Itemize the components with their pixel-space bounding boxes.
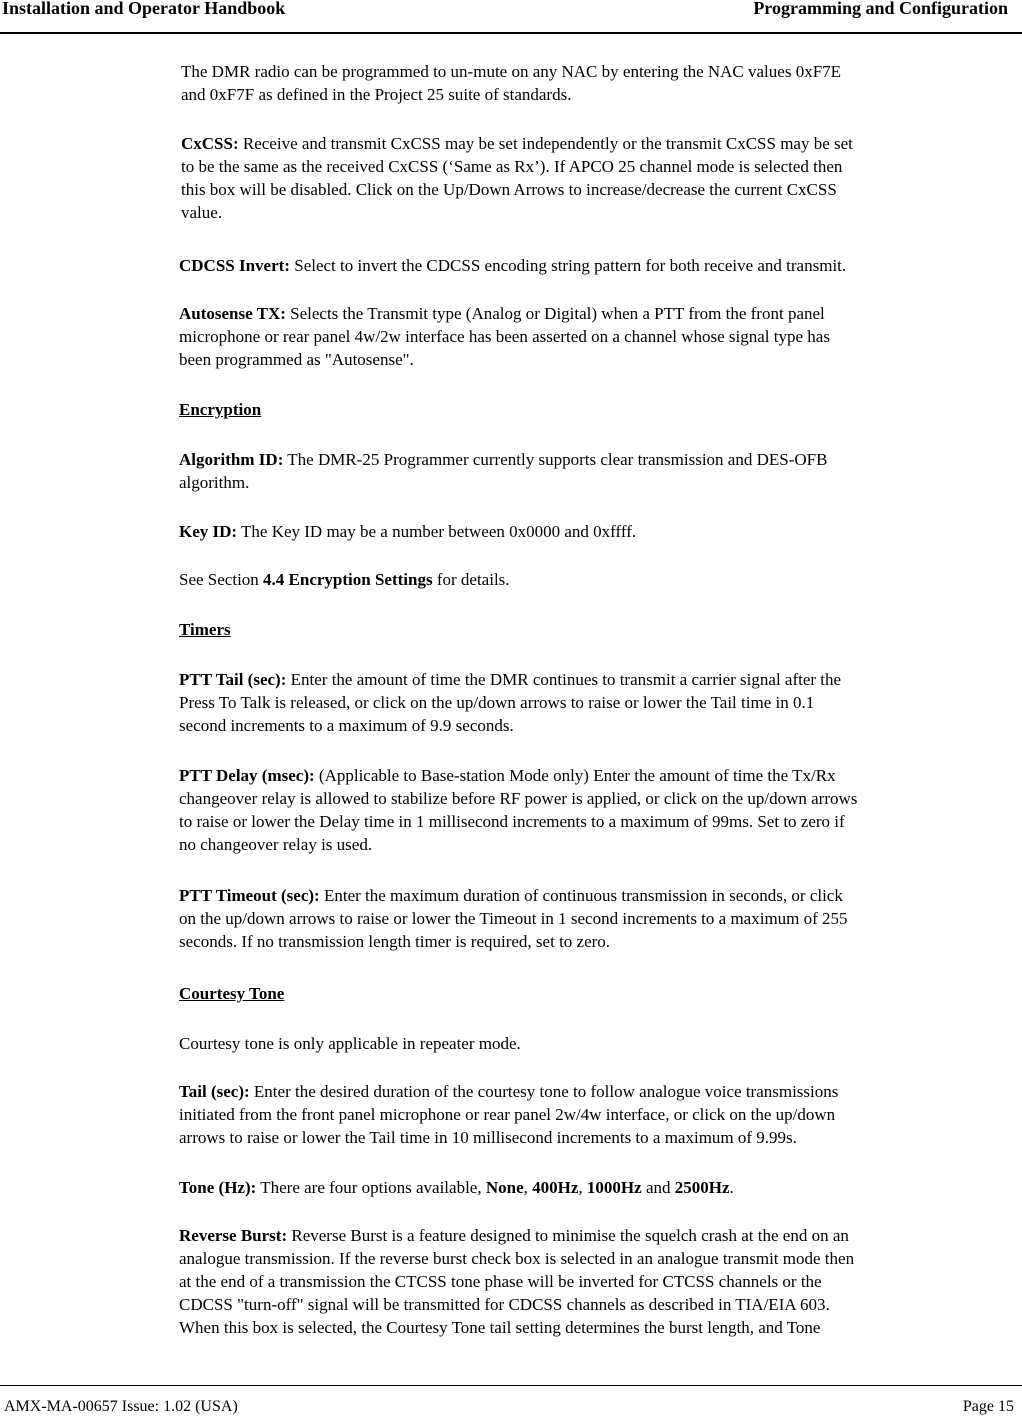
text-line	[179, 884, 848, 907]
text-line: CDCSS "turn-off" signal will be transmitted for CDCSS channels as described in TIA/EIA 603.	[179, 1295, 830, 1314]
text-line: to raise or lower the Delay time in 1 millisecond increments to a maximum of 99ms. Set to zero if	[179, 812, 845, 831]
term-text: Enter the desired duration of the courtesy tone to follow analogue voice transmissions	[249, 1082, 839, 1101]
text-line: algorithm.	[179, 473, 250, 492]
tone-option-none: None	[485, 1178, 524, 1197]
text-line: second increments to a maximum of 9.9 seconds.	[179, 716, 514, 735]
nac-paragraph	[181, 60, 841, 106]
term-label: CDCSS Invert:	[179, 256, 290, 275]
timers-heading	[179, 618, 231, 641]
encryption-heading	[179, 398, 261, 421]
tone-option-1000hz: 1000Hz	[586, 1178, 642, 1197]
text-line: changeover relay is allowed to stabilize before RF power is applied, or click on the up/down arrows	[179, 789, 858, 808]
term-label: Reverse Burst:	[179, 1226, 288, 1245]
term-label: CxCSS:	[181, 134, 239, 153]
ptt-timeout-paragraph	[179, 884, 848, 953]
courtesy-note-paragraph	[179, 1032, 521, 1055]
header-title-right: Programming and Configuration	[753, 0, 1008, 18]
page-number: Page 15	[962, 1398, 1014, 1415]
text-line: been programmed as "Autosense".	[179, 350, 414, 369]
text-line: When this box is selected, the Courtesy Tone tail setting determines the burst length, and Tone	[179, 1318, 821, 1337]
text-line: seconds. If no transmission length timer is required, set to zero.	[179, 932, 611, 951]
tone-option-400hz: 400Hz	[532, 1178, 579, 1197]
term-text: There are four options available,	[256, 1178, 486, 1197]
term-label: PTT Tail (sec):	[179, 670, 287, 689]
text-line	[179, 764, 857, 787]
text-line: arrows to raise or lower the Tail time in 10 millisecond increments to a maximum of 9.99s.	[179, 1128, 797, 1147]
text-line	[179, 254, 846, 277]
tail-paragraph	[179, 1080, 838, 1149]
text-line	[181, 132, 853, 155]
term-text: Enter the maximum duration of continuous transmission in seconds, or click	[319, 886, 843, 905]
term-label: PTT Timeout (sec):	[179, 886, 320, 905]
text-line: value.	[181, 203, 223, 222]
header-title-left: Installation and Operator Handbook	[2, 0, 286, 18]
term-text: The Key ID may be a number between 0x0000 and 0xffff.	[237, 522, 637, 541]
document-id: AMX-MA-00657 Issue: 1.02 (USA)	[4, 1398, 238, 1415]
text-line	[179, 1080, 838, 1103]
see-section-post: for details.	[432, 570, 510, 589]
term-label: Autosense TX:	[179, 304, 286, 323]
term-text: Select to invert the CDCSS encoding string pattern for both receive and transmit.	[289, 256, 847, 275]
term-text: Reverse Burst is a feature designed to minimise the squelch crash at the end on an	[287, 1226, 849, 1245]
section-reference: 4.4 Encryption Settings	[263, 570, 433, 589]
term-text: Enter the amount of time the DMR continues to transmit a carrier signal after the	[286, 670, 842, 689]
page-header	[0, 0, 1022, 34]
text-line	[179, 302, 830, 325]
algorithm-paragraph	[179, 448, 827, 494]
term-label: PTT Delay (msec):	[179, 766, 315, 785]
separator: and	[641, 1178, 675, 1197]
section-heading: Courtesy Tone	[179, 984, 285, 1003]
autosense-paragraph	[179, 302, 830, 371]
text-line	[179, 668, 841, 691]
sentence-end: .	[729, 1178, 734, 1197]
text-line: Press To Talk is released, or click on the up/down arrows to raise or lower the Tail time in 0.1	[179, 693, 815, 712]
reverse-burst-paragraph	[179, 1224, 854, 1339]
text-line: Courtesy tone is only applicable in repeater mode.	[179, 1034, 521, 1053]
text-line: this box will be disabled. Click on the Up/Down Arrows to increase/decrease the current CxCSS	[181, 180, 837, 199]
cxcss-paragraph	[181, 132, 853, 224]
text-line: no changeover relay is used.	[179, 835, 373, 854]
text-line: at the end of a transmission the CTCSS tone phase will be inverted for CTCSS channels or the	[179, 1272, 822, 1291]
text-line	[179, 1176, 734, 1199]
text-line	[179, 520, 636, 543]
term-text: Receive and transmit CxCSS may be set independently or the transmit CxCSS may be set	[238, 134, 853, 153]
ptt-delay-paragraph	[179, 764, 857, 856]
term-label: Tone (Hz):	[179, 1178, 257, 1197]
separator: ,	[523, 1178, 533, 1197]
text-line	[179, 1224, 854, 1247]
text-line: on the up/down arrows to raise or lower the Timeout in 1 second increments to a maximum of 255	[179, 909, 848, 928]
key-id-paragraph	[179, 520, 636, 543]
text-line: and 0xF7F as defined in the Project 25 suite of standards.	[181, 85, 572, 104]
text-line	[179, 568, 510, 591]
text-line	[179, 448, 827, 471]
cdcss-invert-paragraph	[179, 254, 846, 277]
term-text: The DMR-25 Programmer currently supports clear transmission and DES-OFB	[283, 450, 828, 469]
term-label: Tail (sec):	[179, 1082, 250, 1101]
page-footer	[0, 1385, 1022, 1415]
term-label: Key ID:	[179, 522, 238, 541]
text-line: analogue transmission. If the reverse burst check box is selected in an analogue transmit mode then	[179, 1249, 855, 1268]
text-line: initiated from the front panel microphone or rear panel 2w/4w interface, or click on the up/down	[179, 1105, 836, 1124]
text-line: The DMR radio can be programmed to un-mute on any NAC by entering the NAC values 0xF7E	[181, 62, 842, 81]
term-label: Algorithm ID:	[179, 450, 284, 469]
tone-option-2500hz: 2500Hz	[674, 1178, 730, 1197]
courtesy-tone-heading	[179, 982, 284, 1005]
term-text: (Applicable to Base-station Mode only) Enter the amount of time the Tx/Rx	[314, 766, 836, 785]
term-text: Selects the Transmit type (Analog or Digital) when a PTT from the front panel	[285, 304, 825, 323]
text-line: to be the same as the received CxCSS (‘Same as Rx’). If APCO 25 channel mode is selected then	[181, 157, 843, 176]
section-heading: Encryption	[179, 400, 262, 419]
separator: ,	[578, 1178, 587, 1197]
tone-paragraph	[179, 1176, 734, 1199]
see-section-pre: See Section	[179, 570, 264, 589]
see-section-paragraph	[179, 568, 510, 591]
ptt-tail-paragraph	[179, 668, 841, 737]
text-line: microphone or rear panel 4w/2w interface has been asserted on a channel whose signal type has	[179, 327, 830, 346]
section-heading: Timers	[179, 620, 231, 639]
